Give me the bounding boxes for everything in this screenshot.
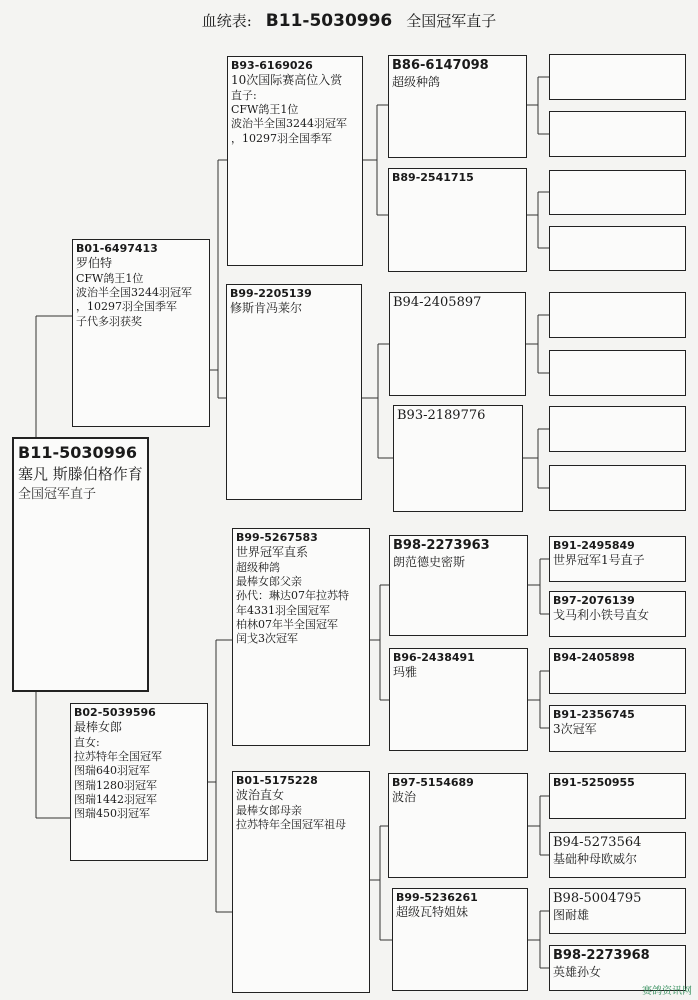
achievement-line: 最棒女郎母亲 — [236, 803, 302, 817]
ggp-card-ddd-sire — [549, 888, 686, 934]
sire-sire-sire-card — [388, 55, 527, 158]
bird-name: 波治 — [392, 790, 417, 805]
bird-name: 世界冠军1号直子 — [553, 553, 645, 568]
achievement-line: 图瑞1280羽冠军 — [74, 778, 157, 792]
title-suffix: 全国冠军直子 — [406, 12, 497, 30]
ring-number: B97-2076139 — [553, 594, 635, 607]
ggp-card-sdd-sire — [549, 406, 686, 452]
ggp-card-sdd-dam — [549, 465, 686, 511]
ring-number: B11-5030996 — [18, 443, 138, 462]
achievement-line: 直女: — [74, 735, 100, 749]
sire-sire-dam-card — [388, 168, 527, 272]
dam-sire-dam-card — [389, 648, 528, 751]
bird-name: 朗范德史密斯 — [393, 554, 466, 569]
ggp-card-sss-dam — [549, 111, 686, 157]
achievement-line: 柏林07年半全国冠军 — [236, 618, 338, 632]
achievement-line: 图瑞1442羽冠军 — [74, 793, 157, 807]
achievement-line: 波治半全国3244羽冠军 — [231, 117, 347, 131]
ggp-card-dsd-sire — [549, 648, 686, 694]
sire-dam-sire-card — [389, 292, 526, 396]
achievement-line: ，10297羽全国季军 — [231, 131, 332, 145]
bird-name: 玛雅 — [393, 665, 418, 680]
bird-name: 塞凡 斯滕伯格作育 — [18, 464, 143, 483]
ggp-card-sds-sire — [549, 292, 686, 338]
bird-name: 10次国际赛高位入赏 — [231, 73, 343, 88]
achievement-line: 图瑞450羽冠军 — [74, 807, 150, 821]
title-prefix: 血统表: — [201, 12, 252, 30]
bird-name: 英雄孙女 — [553, 964, 602, 979]
dam-dam-sire-card — [388, 773, 528, 878]
ring-number: B91-2495849 — [553, 539, 635, 552]
ring-number: B89-2541715 — [392, 171, 474, 184]
sire-dam-card — [226, 284, 362, 500]
achievement-line: 年4331羽全国冠军 — [236, 603, 330, 617]
ring-number: B94-2405897 — [393, 295, 482, 310]
ring-number: B94-2405898 — [553, 651, 635, 664]
bird-name: 戈马利小铁号直女 — [553, 608, 650, 623]
ggp-card-dss-dam — [549, 591, 686, 637]
ggp-card-dds-sire — [549, 773, 686, 819]
ring-number: B98-2273963 — [393, 538, 490, 553]
bird-name: 波治直女 — [236, 788, 285, 803]
ring-number: B97-5154689 — [392, 776, 474, 789]
ring-number: B93-6169026 — [231, 59, 313, 72]
dam-dam-card — [232, 771, 370, 993]
bird-name: 修斯肯冯莱尔 — [230, 301, 303, 316]
dam-card — [70, 703, 208, 861]
ring-number: B99-2205139 — [230, 287, 312, 300]
ggp-card-ssd-sire — [549, 170, 686, 215]
dam-sire-card — [232, 528, 370, 746]
ring-number: B86-6147098 — [392, 58, 489, 73]
achievement-line: 最棒女郎父亲 — [236, 575, 302, 589]
ring-number: B94-5273564 — [553, 835, 642, 850]
ring-number: B93-2189776 — [397, 408, 486, 423]
ggp-card-sds-dam — [549, 350, 686, 396]
ring-number: B02-5039596 — [74, 706, 156, 719]
achievement-line: 孙代：琳达07年拉苏特 — [236, 589, 349, 603]
achievement-line: 闰戈3次冠军 — [236, 632, 298, 646]
ring-number: B91-2356745 — [553, 708, 635, 721]
dam-dam-dam-card — [392, 888, 528, 991]
achievement-line: ，10297羽全国季军 — [76, 300, 177, 314]
sire-dam-dam-card — [393, 405, 523, 512]
achievement-line: CFW鸽王1位 — [76, 271, 144, 285]
ring-number: B01-5175228 — [236, 774, 318, 787]
ggp-card-ssd-dam — [549, 226, 686, 271]
bird-name: 最棒女郎 — [74, 720, 123, 735]
achievement-line: 子代多羽获奖 — [76, 314, 142, 328]
achievement-line: 拉苏特年全国冠军祖母 — [236, 818, 346, 832]
achievement-line: 直子: — [231, 88, 257, 102]
bird-name: 3次冠军 — [553, 722, 597, 737]
dam-sire-sire-card — [389, 535, 528, 636]
achievement-line: 图瑞640羽冠军 — [74, 764, 150, 778]
ring-number: B98-2273968 — [553, 948, 650, 963]
achievement-line: CFW鸽王1位 — [231, 103, 299, 117]
ring-number: B99-5267583 — [236, 531, 318, 544]
bird-name: 世界冠军直系 — [236, 545, 309, 560]
ring-number: B99-5236261 — [396, 891, 478, 904]
site-watermark: 赛鸽资讯网 — [642, 986, 692, 997]
bird-name: 超级瓦特姐妹 — [396, 905, 469, 920]
ring-number: B98-5004795 — [553, 891, 642, 906]
ggp-card-sss-sire — [549, 54, 686, 100]
achievement-line: 超级种鸽 — [236, 560, 280, 574]
ggp-card-dsd-dam — [549, 705, 686, 752]
bird-name: 图耐雄 — [553, 907, 590, 922]
achievement-line: 全国冠军直子 — [18, 486, 97, 502]
sire-sire-card — [227, 56, 363, 266]
achievement-line: 拉苏特年全国冠军 — [74, 750, 162, 764]
ggp-card-dds-dam — [549, 832, 686, 878]
ring-number: B91-5250955 — [553, 776, 635, 789]
bird-name: 超级种鸽 — [392, 74, 441, 89]
sire-card — [72, 239, 210, 427]
bird-name: 基础种母欧威尔 — [553, 851, 638, 866]
ring-number: B01-6497413 — [76, 242, 158, 255]
title-ring-number: B11-5030996 — [265, 11, 393, 31]
bird-name: 罗伯特 — [76, 256, 113, 271]
subject-bird-card — [12, 437, 149, 692]
ggp-card-dss-sire — [549, 536, 686, 582]
achievement-line: 波治半全国3244羽冠军 — [76, 286, 192, 300]
ring-number: B96-2438491 — [393, 651, 475, 664]
